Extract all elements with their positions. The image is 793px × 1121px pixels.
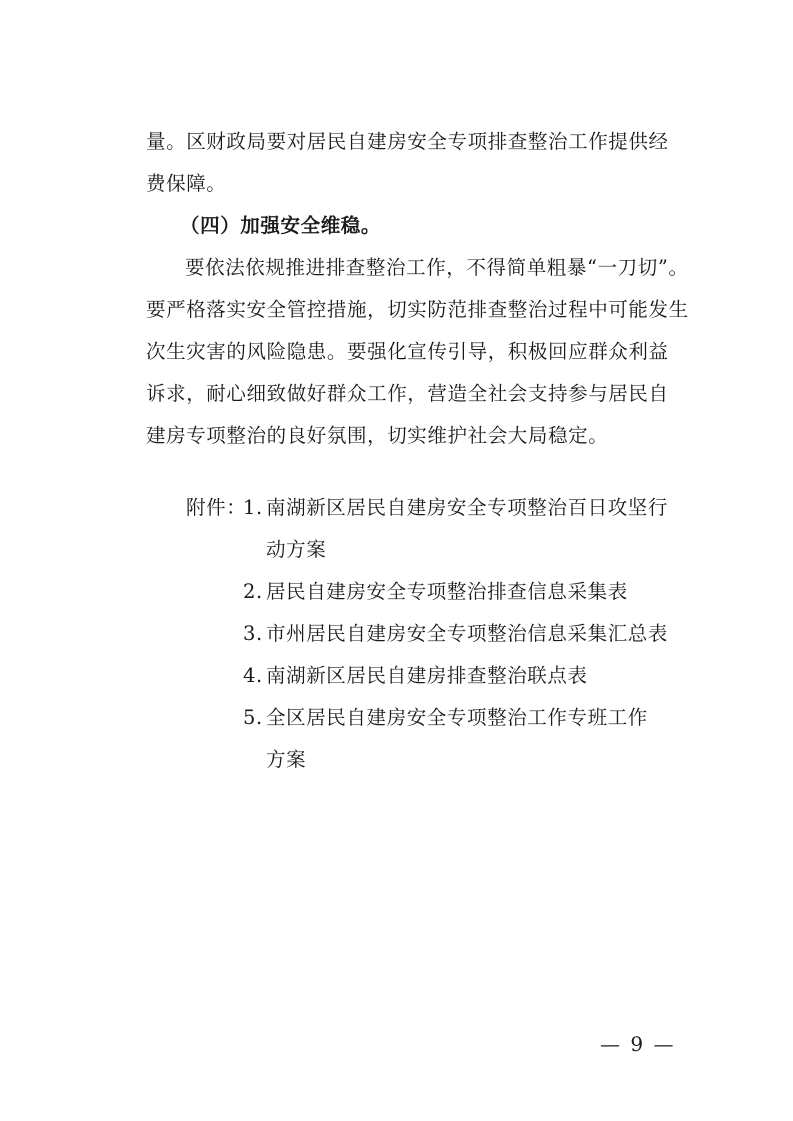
body-line: 要严格落实安全管控措施，切实防范排查整治过程中可能发生 <box>146 298 689 321</box>
attachment-item: 南湖新区居民自建房安全专项整治百日攻坚行 <box>266 496 669 519</box>
body-line: 诉求，耐心细致做好群众工作，营造全社会支持参与居民自 <box>146 382 669 405</box>
attachment-item: 南湖新区居民自建房排查整治联点表 <box>266 664 588 687</box>
attachment-item-continuation: 动方案 <box>266 538 327 561</box>
attachment-number: 1. <box>243 496 263 519</box>
attachment-item: 全区居民自建房安全专项整治工作专班工作 <box>266 706 648 729</box>
attachment-item: 市州居民自建房安全专项整治信息采集汇总表 <box>266 622 669 645</box>
attachment-number: 5. <box>243 706 263 729</box>
attachment-number: 4. <box>243 664 263 687</box>
attachment-number: 3. <box>243 622 263 645</box>
body-line: 量。区财政局要对居民自建房安全专项排查整治工作提供经 <box>146 130 669 153</box>
body-line: 次生灾害的风险隐患。要强化宣传引导，积极回应群众利益 <box>146 340 669 363</box>
attachment-item-continuation: 方案 <box>266 748 307 771</box>
attachment-number: 2. <box>243 580 263 603</box>
body-line: 建房专项整治的良好氛围，切实维护社会大局稳定。 <box>146 424 609 447</box>
section-heading: （四）加强安全维稳。 <box>180 214 382 237</box>
attachment-label: 附件： <box>186 496 247 519</box>
attachment-item: 居民自建房安全专项整治排查信息采集表 <box>266 580 628 603</box>
page-number: — 9 — <box>600 1032 676 1056</box>
body-line: 费保障。 <box>146 172 227 195</box>
body-line: 要依法依规推进排查整治工作，不得简单粗暴“一刀切”。 <box>185 256 689 279</box>
